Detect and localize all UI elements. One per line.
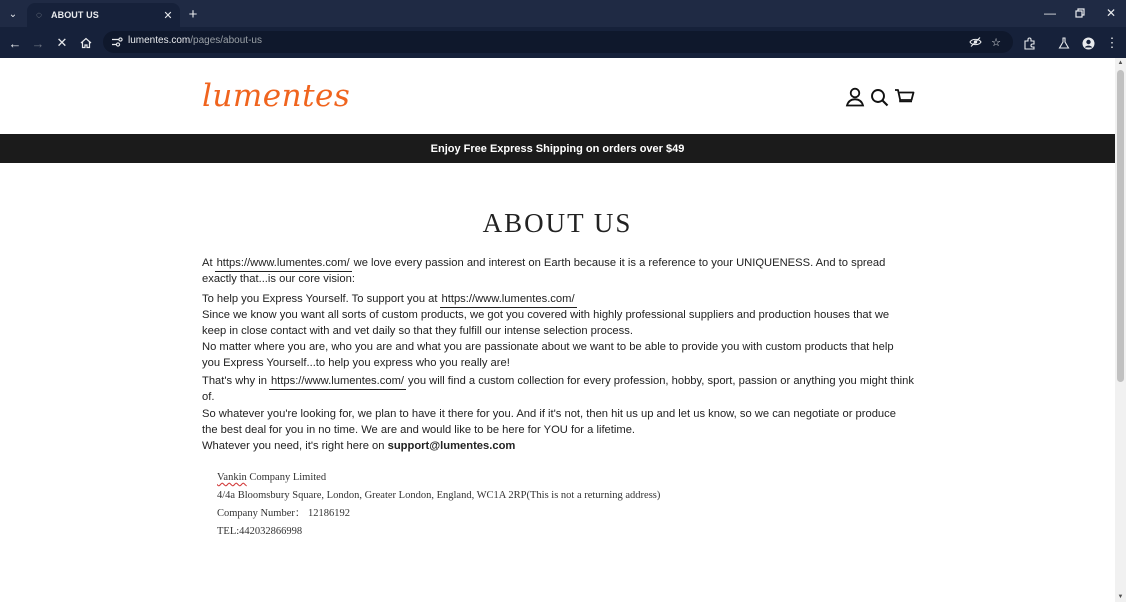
text-span: Whatever you need, it's right here on xyxy=(202,440,385,452)
text-span: To help you Express Yourself. To support you at xyxy=(202,293,438,305)
paragraph-promise: So whatever you're looking for, we plan to have it there for you. And if it's not, then hit us up and let us know, so we can negotiate or produce the best deal for you in no time. We are and would like to be here for YOU for a lifetime. xyxy=(202,408,896,436)
company-name-first: Vankin xyxy=(217,472,247,483)
tracking-protection-eye-icon[interactable] xyxy=(967,34,983,50)
site-link[interactable]: https://www.lumentes.com/ xyxy=(269,375,406,390)
scroll-thumb[interactable] xyxy=(1117,70,1124,382)
url-text[interactable] xyxy=(128,35,262,46)
page-title: ABOUT US xyxy=(482,208,633,238)
page-scrollbar[interactable] xyxy=(1115,58,1126,602)
back-arrow-icon[interactable]: ← xyxy=(8,35,22,51)
company-name xyxy=(217,469,660,487)
new-tab-button[interactable]: + xyxy=(188,5,198,23)
announcement-bar: Enjoy Free Express Shipping on orders over $49 xyxy=(0,134,1115,163)
company-address: 4/4a Bloomsbury Square, London, Greater London, England, WC1A 2RP(This is not a returning address) xyxy=(217,490,661,501)
forward-arrow-icon[interactable]: → xyxy=(31,35,45,51)
cart-icon[interactable] xyxy=(894,86,916,108)
scroll-down-icon[interactable]: ▼ xyxy=(1117,594,1124,600)
paragraph-contact xyxy=(202,438,914,454)
paragraph-mission xyxy=(202,291,914,307)
tab-title: ABOUT US xyxy=(51,10,99,20)
tab-search-icon[interactable]: ⌄ xyxy=(8,8,18,20)
close-window-icon[interactable]: ✕ xyxy=(1105,6,1117,20)
restore-icon[interactable] xyxy=(1068,4,1092,22)
paragraph-products: Since we know you want all sorts of custom products, we got you covered with highly professional suppliers and production houses that we keep in close contact with and vet daily so that they fulfill our intense selection process. xyxy=(202,309,890,337)
more-menu-icon[interactable]: ⋮ xyxy=(1105,35,1119,50)
minimize-icon[interactable]: — xyxy=(1044,6,1056,20)
text-span: At xyxy=(202,257,213,269)
tab-close-icon[interactable]: ✕ xyxy=(163,9,173,22)
company-tel: TEL:442032866998 xyxy=(217,526,303,537)
company-info xyxy=(217,469,660,541)
site-link[interactable]: https://www.lumentes.com/ xyxy=(215,257,352,272)
paragraph-anywhere: No matter where you are, who you are and what you are passionate about we want to be able to provide you with custom products that help you Express Yourself...to help you express who you really are! xyxy=(202,341,894,369)
account-icon[interactable] xyxy=(844,86,866,108)
bookmark-star-icon[interactable]: ☆ xyxy=(991,36,1001,49)
labs-flask-icon[interactable] xyxy=(1054,33,1074,53)
scroll-up-icon[interactable]: ▲ xyxy=(1117,60,1124,66)
home-icon[interactable] xyxy=(76,33,96,53)
web-page xyxy=(0,58,1115,602)
address-bar[interactable] xyxy=(103,31,1013,53)
loading-favicon-icon: ◌ xyxy=(36,9,42,21)
url-path: /pages/about-us xyxy=(190,35,262,46)
about-content xyxy=(202,255,914,454)
url-host: lumentes.com xyxy=(128,35,191,46)
browser-titlebar xyxy=(0,0,1126,27)
stop-loading-icon[interactable]: ✕ xyxy=(56,35,68,50)
company-number: Company Number： 12186192 xyxy=(217,508,350,519)
site-logo[interactable]: lumentes xyxy=(202,78,351,114)
browser-tab-active[interactable] xyxy=(27,3,180,27)
profile-avatar-icon[interactable] xyxy=(1078,33,1098,53)
company-name-rest: Company Limited xyxy=(246,472,327,483)
site-info-icon[interactable] xyxy=(109,34,125,50)
extensions-icon[interactable] xyxy=(1019,33,1039,53)
paragraph-collection xyxy=(202,373,914,405)
paragraph-intro xyxy=(202,255,914,287)
search-icon[interactable] xyxy=(868,86,890,108)
text-span: you will find a custom collection for every profession, hobby, sport, passion or anything you might think of. xyxy=(202,375,914,403)
site-link[interactable]: https://www.lumentes.com/ xyxy=(440,293,577,308)
text-span: That's why in xyxy=(202,375,267,387)
support-email[interactable]: support@lumentes.com xyxy=(387,440,516,452)
text-span: we love every passion and interest on Earth because it is a reference to your UNIQUENESS. And to spread exactly that...is our core vision: xyxy=(202,257,886,285)
